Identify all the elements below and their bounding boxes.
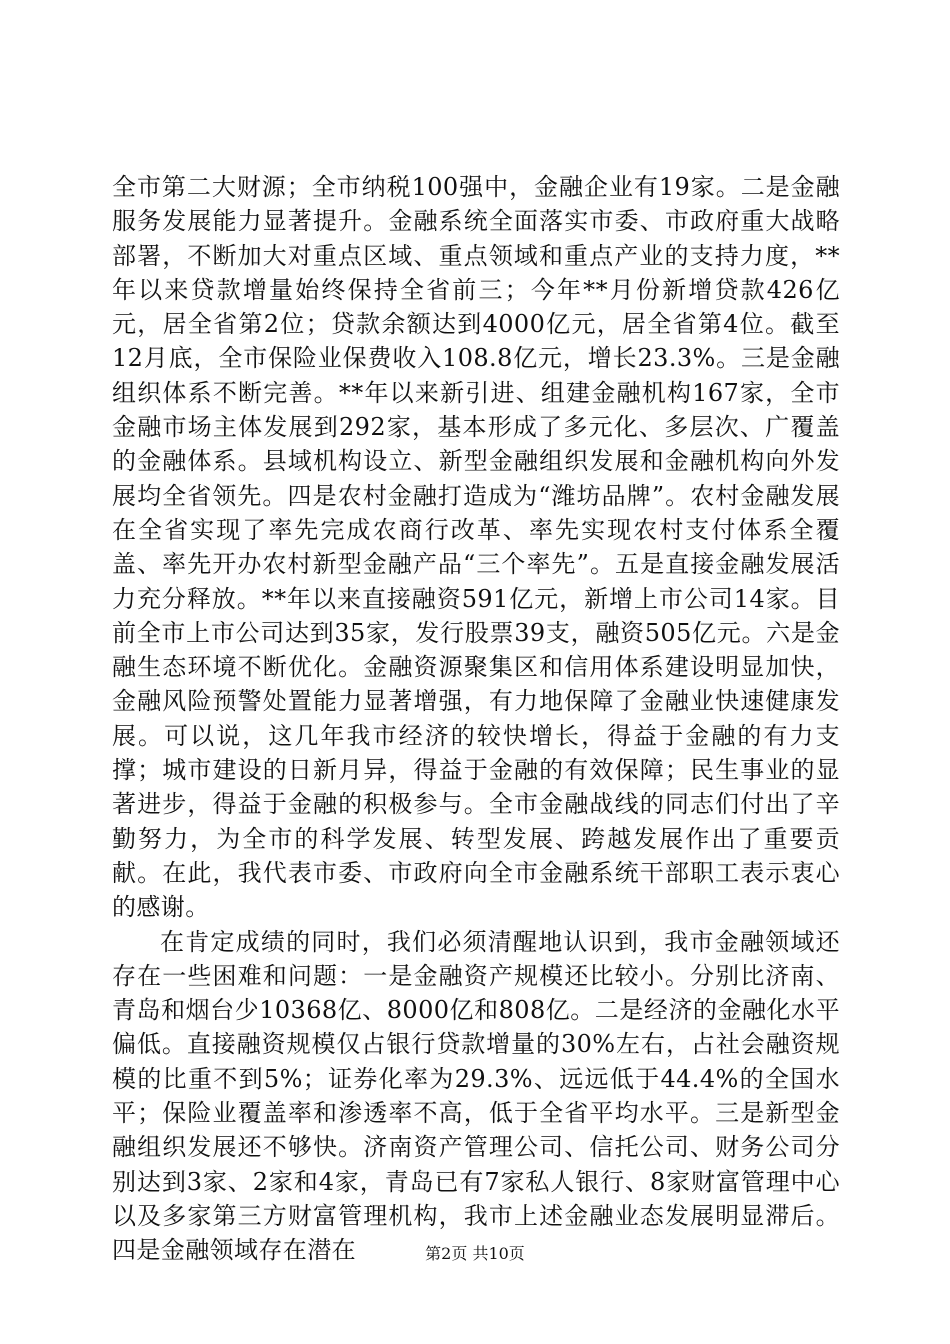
paragraph-problems: 在肯定成绩的同时，我们必须清醒地认识到，我市金融领域还存在一些困难和问题：一是金融资产规模还比较小。分别比济南、青岛和烟台少10368亿、8000亿和808亿。二是经济的金融化水平偏低。直接融资规模仅占银行贷款增量的30%左右，占社会融资规模的比重不到5%；证券化率为29.3%、远远低于44.4%的全国水平；保险业覆盖率和渗透率不高，低于全省平均水平。三是新型金融组织发展还不够快。济南资产管理公司、信托公司、财务公司分别达到3家、2家和4家，青岛已有7家私人银行、8家财富管理中心以及多家第三方财富管理机构，我市上述金融业态发展明显滞后。四是金融领域存在潜在 xyxy=(112,927,840,1265)
paragraph-continued: 全市第二大财源；全市纳税100强中，金融企业有19家。二是金融服务发展能力显著提升。金融系统全面落实市委、市政府重大战略部署，不断加大对重点区域、重点领域和重点产业的支持力度，**年以来贷款增量始终保持全省前三；今年**月份新增贷款426亿元，居全省第2位；贷款余额达到4000亿元，居全省第4位。截至12月底，全市保险业保费收入108.8亿元，增长23.3%。三是金融组织体系不断完善。**年以来新引进、组建金融机构167家，全市金融市场主体发展到292家，基本形成了多元化、多层次、广覆盖的金融体系。县域机构设立、新型金融组织发展和金融机构向外发展均全省领先。四是农村金融打造成为“潍坊品牌”。农村金融发展在全省实现了率先完成农商行改革、率先实现农村支付体系全覆盖、率先开办农村新型金融产品“三个率先”。五是直接金融发展活力充分释放。**年以来直接融资591亿元，新增上市公司14家。目前全市上市公司达到35家，发行股票39支，融资505亿元。六是金融生态环境不断优化。金融资源聚集区和信用体系建设明显加快，金融风险预警处置能力显著增强，有力地保障了金融业快速健康发展。可以说，这几年我市经济的较快增长，得益于金融的有力支撑；城市建设的日新月异，得益于金融的有效保障；民生事业的显著进步，得益于金融的积极参与。全市金融战线的同志们付出了辛勤努力，为全市的科学发展、转型发展、跨越发展作出了重要贡献。在此，我代表市委、市政府向全市金融系统干部职工表示衷心的感谢。 xyxy=(112,173,840,922)
page-number-label: 第2页 共10页 xyxy=(425,1244,525,1263)
document-body xyxy=(112,170,840,1268)
page-footer xyxy=(0,1244,950,1264)
